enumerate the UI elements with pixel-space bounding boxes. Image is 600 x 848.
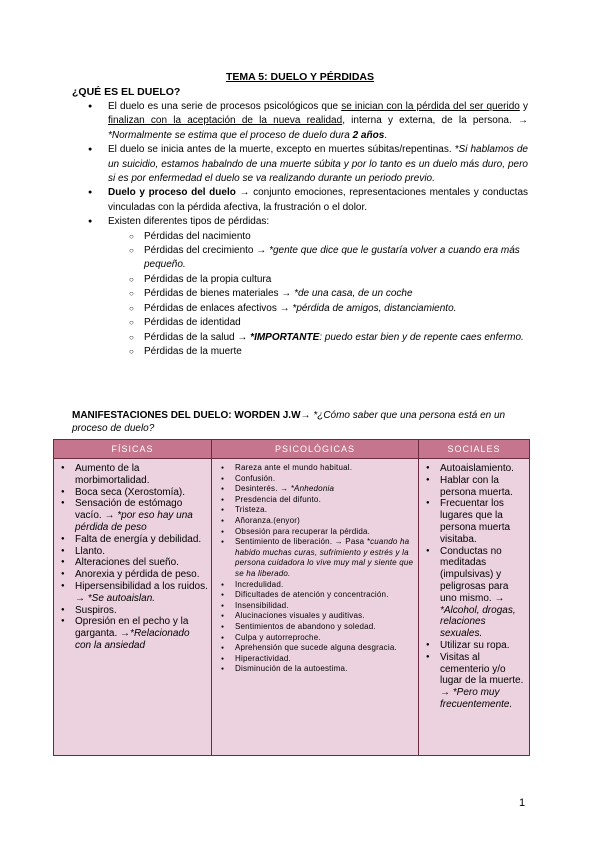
text-run: Confusión. bbox=[235, 473, 276, 483]
list-item bbox=[215, 527, 415, 538]
text-run: Alucinaciones visuales y auditivas. bbox=[235, 611, 365, 621]
list-item bbox=[215, 633, 415, 644]
list-item bbox=[215, 463, 415, 474]
italic-note: *Normalmente se estima que el proceso de duelo dura bbox=[108, 129, 353, 141]
section-heading-que-es-el-duelo: ¿QUÉ ES EL DUELO? bbox=[72, 86, 181, 98]
text-run: Conductas no meditadas (impulsivas) y peligrosas para uno mismo. → bbox=[440, 545, 509, 604]
sociales-list bbox=[422, 463, 526, 711]
text-run: Opresión en el pecho y la garganta. → bbox=[75, 616, 189, 640]
text-run: Aumento de la morbimortalidad. bbox=[75, 463, 150, 486]
text-run: Hiperactividad. bbox=[235, 653, 291, 663]
text-run: El duelo es una serie de procesos psicológicos que bbox=[108, 101, 342, 112]
loss-item bbox=[72, 316, 528, 330]
text-run: Pérdidas de la propia cultura bbox=[144, 273, 272, 285]
italic-note: *gente que dice que le gustaría volver a cuando era más pequeño. bbox=[144, 245, 520, 271]
loss-item bbox=[72, 244, 528, 273]
text-run: Falta de energía y debilidad. bbox=[75, 533, 202, 545]
list-item bbox=[215, 505, 415, 516]
list-item bbox=[215, 611, 415, 622]
text-run: Pérdidas de enlaces afectivos → bbox=[144, 302, 293, 314]
text-run: Llanto. bbox=[75, 545, 106, 557]
italic-note: *pérdida de amigos, distanciamiento. bbox=[292, 302, 457, 314]
list-item bbox=[215, 601, 415, 612]
table-header-row bbox=[54, 440, 530, 459]
list-item bbox=[57, 605, 208, 617]
header-psicologicas: PSICOLÓGICAS bbox=[212, 440, 419, 459]
italic-note: *Anhedonia bbox=[290, 484, 335, 494]
header-fisicas: FÍSICAS bbox=[54, 440, 212, 459]
text-run: Utilizar su ropa. bbox=[440, 639, 510, 651]
list-item bbox=[57, 557, 208, 569]
section-heading-manifestaciones: MANIFESTACIONES DEL DUELO: WORDEN J.W bbox=[72, 410, 301, 421]
list-item bbox=[57, 534, 208, 546]
loss-item bbox=[72, 331, 528, 345]
list-item bbox=[422, 475, 526, 499]
text-run: Desinterés. → bbox=[235, 484, 291, 494]
text-run: Visitas al cementerio y/o lugar de la muerte. → bbox=[440, 651, 524, 699]
loss-item bbox=[72, 230, 528, 244]
text-run: El duelo se inicia antes de la muerte, excepto en muertes súbitas/repentinas. bbox=[108, 144, 455, 156]
list-item bbox=[215, 654, 415, 665]
text-run: Autoaislamiento. bbox=[440, 463, 514, 474]
manifestations-table bbox=[53, 439, 530, 756]
text-run: Insensibilidad. bbox=[235, 600, 289, 610]
main-bullet-list bbox=[72, 100, 528, 230]
list-item bbox=[422, 463, 526, 475]
italic-note: *Alcohol, drogas, relaciones sexuales. bbox=[440, 604, 516, 640]
list-item bbox=[215, 664, 415, 675]
italic-note: *de una casa, de un coche bbox=[294, 288, 413, 300]
list-item bbox=[57, 616, 208, 651]
list-item bbox=[215, 643, 415, 654]
text-run: Anorexia y pérdida de peso. bbox=[75, 569, 200, 581]
text-run: Añoranza.(enyor) bbox=[235, 515, 301, 525]
list-item bbox=[215, 474, 415, 485]
fisicas-list bbox=[57, 463, 208, 652]
text-run: Sentimiento de liberación. → Pasa bbox=[235, 537, 367, 547]
text-run: → bbox=[300, 410, 314, 421]
text-run: Pérdidas de bienes materiales → bbox=[144, 288, 295, 300]
list-item bbox=[422, 546, 526, 640]
text-run: Obsesión para recuperar la pérdida. bbox=[235, 526, 371, 536]
text-run: Pérdidas del crecimiento → bbox=[144, 245, 270, 257]
text-run: Hablar con la persona muerta. bbox=[440, 474, 513, 498]
text-run: Alteraciones del sueño. bbox=[75, 557, 179, 569]
list-item bbox=[215, 590, 415, 601]
italic-note: : puedo estar bien y de repente caes enfermo. bbox=[319, 331, 524, 343]
list-item bbox=[215, 622, 415, 633]
list-item bbox=[215, 580, 415, 591]
manifestations-heading bbox=[72, 409, 528, 435]
list-item bbox=[57, 463, 208, 487]
text-run: Frecuentar los lugares que la persona muerta visitaba. bbox=[440, 498, 511, 545]
text-run: , interna y externa, de la persona. → bbox=[342, 115, 528, 127]
text-run: Existen diferentes tipos de pérdidas: bbox=[108, 216, 270, 228]
text-run: Pérdidas del nacimiento bbox=[144, 230, 251, 242]
text-run: Rareza ante el mundo habitual. bbox=[235, 463, 353, 472]
text-run: Pérdidas de la salud → bbox=[144, 331, 251, 343]
italic-note: *Relacionado con la ansiedad bbox=[75, 628, 190, 651]
table-row bbox=[54, 459, 530, 756]
loss-item bbox=[72, 273, 528, 287]
text-run: Disminución de la autoestima. bbox=[235, 664, 348, 674]
text-run: Pérdidas de identidad bbox=[144, 317, 241, 329]
page-number: 1 bbox=[519, 797, 526, 809]
list-item bbox=[215, 537, 415, 579]
text-run: Dificultades de atención y concentración. bbox=[235, 590, 389, 600]
text-run: → conjunto emociones, representaciones mentales y conductas vinculadas con la pérdida afectiva, la frustración o el dolor. bbox=[108, 187, 528, 213]
list-item-definition bbox=[72, 100, 528, 143]
list-item-inicio bbox=[72, 143, 528, 186]
text-run: Sensación de estómago vacío. → bbox=[75, 498, 183, 522]
list-item bbox=[422, 498, 526, 545]
italic-note: *por eso hay una pérdida de peso bbox=[75, 510, 193, 533]
bold-text: 2 años bbox=[352, 129, 385, 141]
list-item bbox=[57, 581, 208, 605]
text-run: Tristeza. bbox=[235, 505, 268, 515]
italic-note: *Se autoaislan. bbox=[87, 592, 156, 604]
loss-item bbox=[72, 287, 528, 301]
text-run: Presdencia del difunto. bbox=[235, 494, 321, 504]
text-run: Aprehensión que sucede alguna desgracia. bbox=[235, 643, 397, 653]
cell-sociales bbox=[419, 459, 530, 756]
text-run: Culpa y autorreproche. bbox=[235, 632, 321, 642]
text-run: Sentimientos de abandono y soledad. bbox=[235, 621, 376, 631]
italic-note: *Pero muy frecuentemente. bbox=[440, 687, 513, 710]
text-run: Boca seca (Xerostomía). bbox=[75, 486, 186, 498]
list-item bbox=[422, 652, 526, 711]
loss-item bbox=[72, 302, 528, 316]
text-run: Incredulidad. bbox=[235, 579, 284, 589]
loss-item bbox=[72, 345, 528, 359]
list-item bbox=[215, 516, 415, 527]
bold-italic-text: *IMPORTANTE bbox=[250, 331, 320, 343]
italic-note: *Si hablamos de un suicidio, estamos habalndo de una muerte súbita y por lo tanto es un duelo más duro, pero si es por enfermedad el duelo se va realizando durante un periodo previo. bbox=[108, 144, 528, 185]
list-item bbox=[215, 484, 415, 495]
italic-note: *¿Cómo saber que una persona está en un proceso de duelo? bbox=[72, 410, 506, 434]
text-run: y bbox=[519, 101, 528, 112]
text-run: Pérdidas de la muerte bbox=[144, 345, 242, 357]
psicologicas-list bbox=[215, 463, 415, 675]
italic-note: *cuando ha habido muchas curas, sufrimiento y estrés y la persona cuidadora lo vive muy mal y siente que se ha liberado. bbox=[235, 537, 414, 578]
bold-text: Duelo y proceso del duelo bbox=[108, 187, 236, 199]
text-run: . bbox=[384, 129, 388, 141]
document-title: TEMA 5: DUELO Y PÉRDIDAS bbox=[226, 71, 374, 83]
list-item bbox=[215, 495, 415, 506]
list-item-tipos bbox=[72, 215, 528, 229]
header-sociales: SOCIALES bbox=[419, 440, 530, 459]
underlined-text: se inician con la pérdida del ser querido bbox=[341, 101, 520, 112]
cell-fisicas bbox=[54, 459, 212, 756]
text-run: Suspiros. bbox=[75, 604, 117, 616]
text-run: Hipersensibilidad a los ruidos. → bbox=[75, 580, 208, 604]
underlined-text: finalizan con la aceptación de la nueva realidad bbox=[108, 115, 343, 127]
list-item-proceso bbox=[72, 186, 528, 215]
list-item bbox=[57, 498, 208, 533]
loss-types-list bbox=[72, 230, 528, 360]
intro-content bbox=[72, 100, 528, 359]
list-item bbox=[57, 569, 208, 581]
list-item bbox=[57, 487, 208, 499]
list-item bbox=[57, 546, 208, 558]
cell-psicologicas bbox=[212, 459, 419, 756]
list-item bbox=[422, 640, 526, 652]
